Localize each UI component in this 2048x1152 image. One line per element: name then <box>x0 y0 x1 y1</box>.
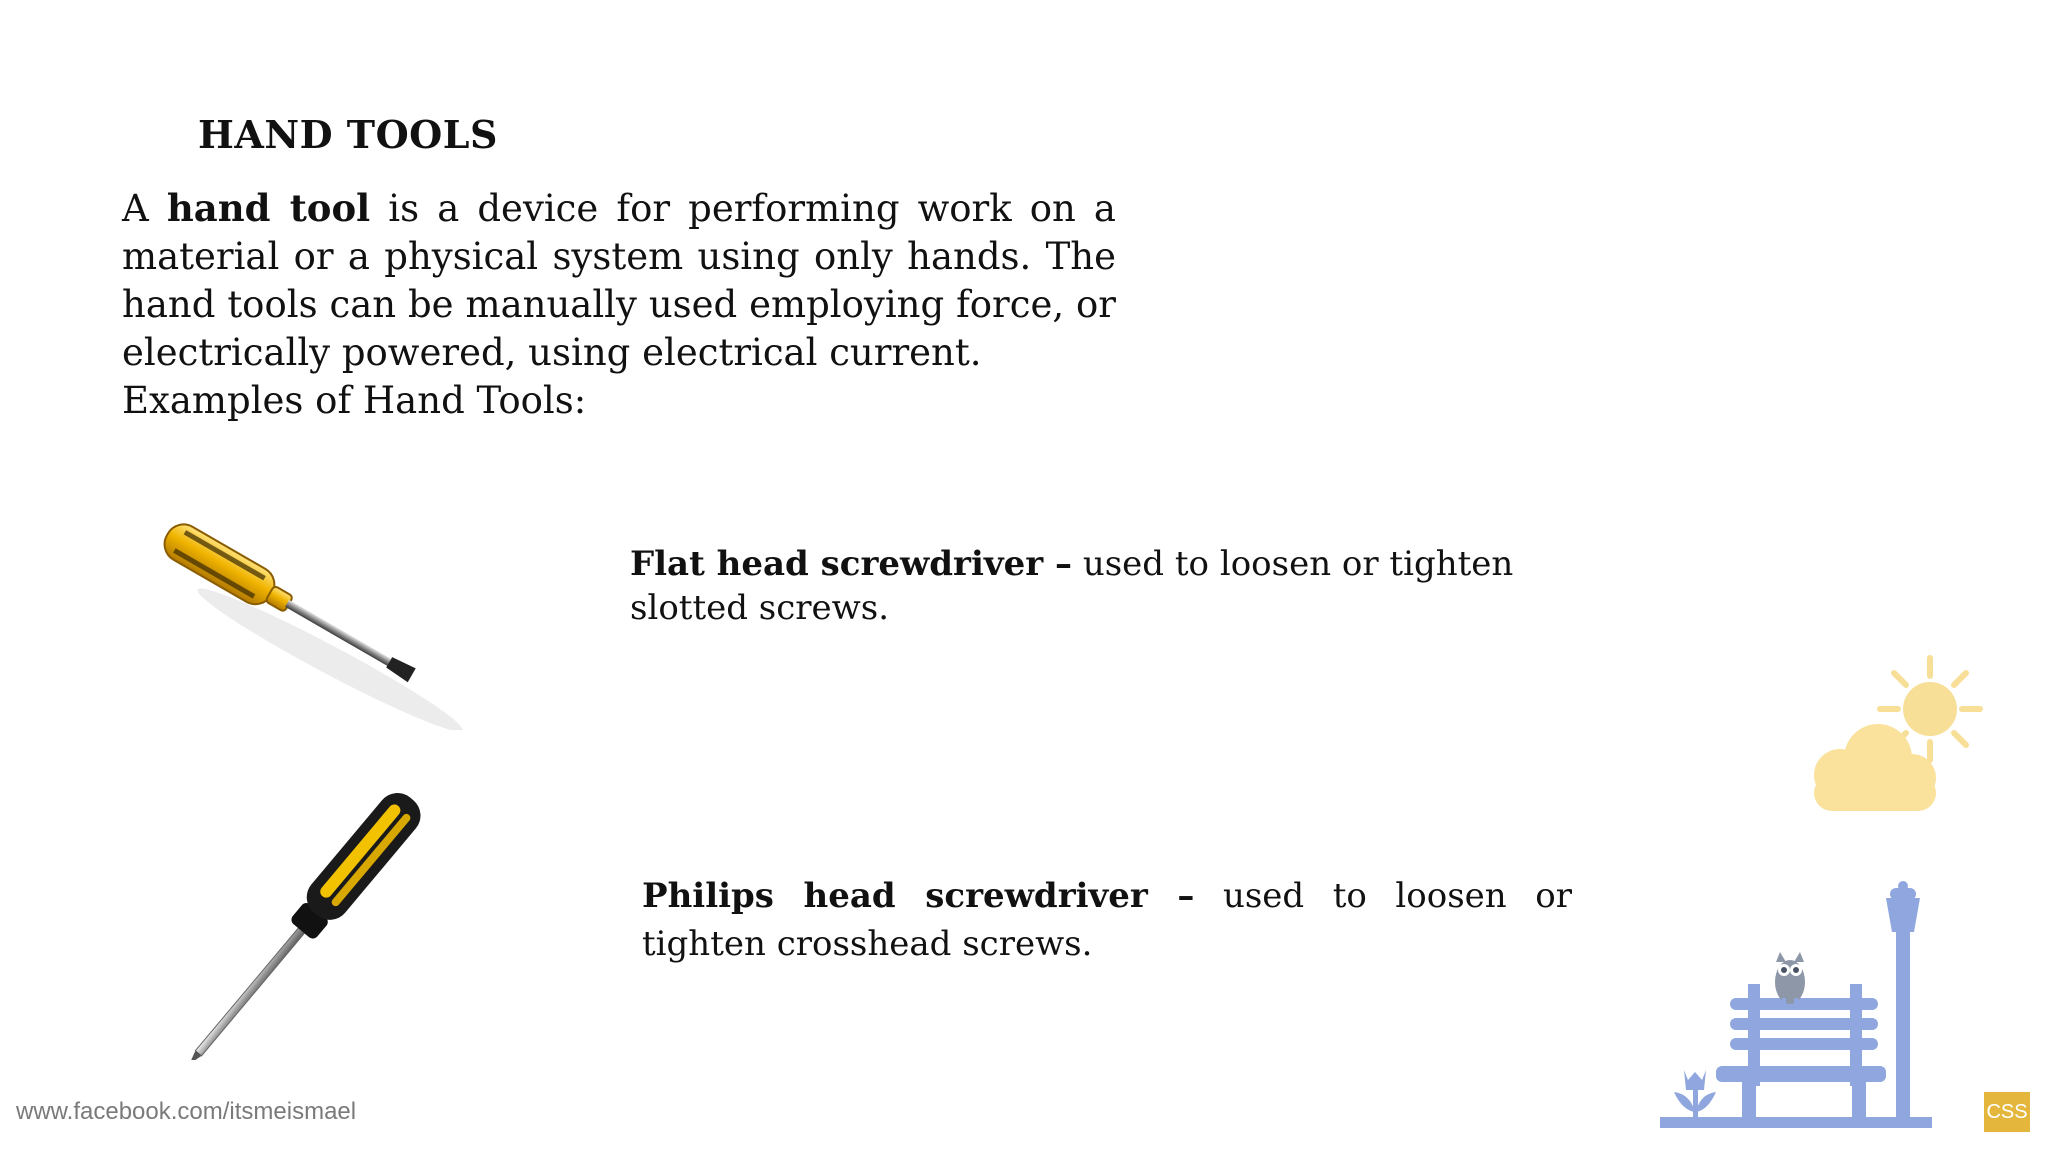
tool-desc: used to loosen or tighten slotted screws. <box>630 544 1514 628</box>
css-badge: CSS <box>1984 1092 2030 1132</box>
intro-term: hand tool <box>166 186 371 230</box>
sun-cloud-icon <box>1800 650 1990 820</box>
examples-label: Examples of Hand Tools: <box>122 379 587 422</box>
intro-article: A <box>122 187 167 230</box>
page-title: HAND TOOLS <box>198 112 498 157</box>
tool-description-flat <box>630 542 1640 630</box>
footer-url: www.facebook.com/itsmeismael <box>16 1098 357 1125</box>
tool-description-philips <box>642 872 1572 968</box>
intro-paragraph <box>122 184 1116 425</box>
tool-desc: used to loosen or tighten crosshead screws. <box>642 876 1572 964</box>
tool-name: Flat head screwdriver – <box>630 544 1073 584</box>
tool-name: Philips head screwdriver – <box>642 876 1195 916</box>
park-bench-icon <box>1660 880 1950 1132</box>
flat-head-screwdriver-icon <box>150 510 470 730</box>
philips-screwdriver-icon <box>150 790 470 1060</box>
intro-body: is a device for performing work on a material or a physical system using only hands. The hand tools can be manually used employing force, or electrically powered, using electrical current. <box>122 187 1116 374</box>
